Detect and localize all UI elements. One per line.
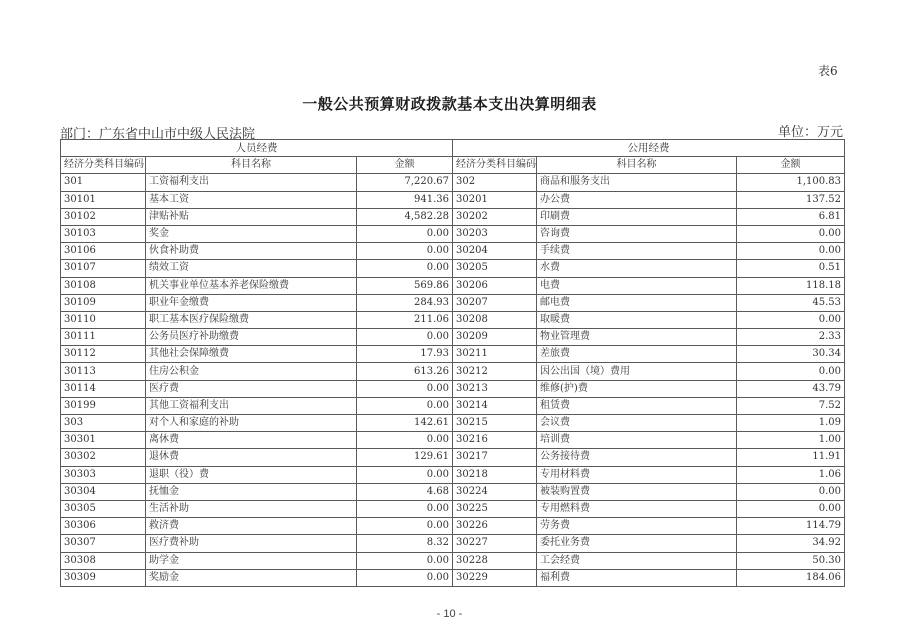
right-code-cell: 30224 bbox=[453, 483, 537, 500]
left-code-cell: 30106 bbox=[61, 243, 146, 260]
left-name-cell: 其他工资福利支出 bbox=[146, 397, 357, 414]
right-code-cell: 30225 bbox=[453, 500, 537, 517]
left-amount-cell: 0.00 bbox=[357, 260, 453, 277]
table-row bbox=[61, 500, 845, 517]
page-title: 一般公共预算财政拨款基本支出决算明细表 bbox=[302, 95, 597, 113]
left-name-cell: 机关事业单位基本养老保险缴费 bbox=[146, 277, 357, 294]
right-code-cell: 30208 bbox=[453, 311, 537, 328]
table-row bbox=[61, 208, 845, 225]
table-row bbox=[61, 363, 845, 380]
right-amount-cell: 0.00 bbox=[737, 483, 845, 500]
table-row bbox=[61, 277, 845, 294]
left-amount-cell: 0.00 bbox=[357, 466, 453, 483]
right-code-cell: 30206 bbox=[453, 277, 537, 294]
table-row bbox=[61, 432, 845, 449]
left-code-cell: 30308 bbox=[61, 552, 146, 569]
left-code-cell: 30102 bbox=[61, 208, 146, 225]
right-amount-cell: 34.92 bbox=[737, 535, 845, 552]
table-row bbox=[61, 449, 845, 466]
right-code-cell: 30201 bbox=[453, 191, 537, 208]
left-code-cell: 30107 bbox=[61, 260, 146, 277]
right-name-cell: 维修(护)费 bbox=[537, 380, 737, 397]
right-amount-cell: 6.81 bbox=[737, 208, 845, 225]
left-code-cell: 30108 bbox=[61, 277, 146, 294]
right-code-cell: 30209 bbox=[453, 329, 537, 346]
right-name-cell: 劳务费 bbox=[537, 518, 737, 535]
right-amount-cell: 0.51 bbox=[737, 260, 845, 277]
page-number: - 10 - bbox=[436, 608, 463, 620]
right-amount-cell: 45.53 bbox=[737, 294, 845, 311]
table-row bbox=[61, 483, 845, 500]
left-amount-cell: 613.26 bbox=[357, 363, 453, 380]
right-name-cell: 公务接待费 bbox=[537, 449, 737, 466]
right-code-cell: 30217 bbox=[453, 449, 537, 466]
right-name-cell: 办公费 bbox=[537, 191, 737, 208]
right-code-cell: 30215 bbox=[453, 415, 537, 432]
right-code-cell: 30226 bbox=[453, 518, 537, 535]
left-code-cell: 30101 bbox=[61, 191, 146, 208]
left-code-cell: 30305 bbox=[61, 500, 146, 517]
right-name-cell: 电费 bbox=[537, 277, 737, 294]
left-amount-cell: 941.36 bbox=[357, 191, 453, 208]
col-header-left-amount: 金额 bbox=[357, 157, 453, 174]
right-name-cell: 委托业务费 bbox=[537, 535, 737, 552]
left-name-cell: 抚恤金 bbox=[146, 483, 357, 500]
left-amount-cell: 0.00 bbox=[357, 552, 453, 569]
col-header-right-code: 经济分类科目编码 bbox=[453, 157, 537, 174]
table-row bbox=[61, 329, 845, 346]
table-row bbox=[61, 243, 845, 260]
right-amount-cell: 7.52 bbox=[737, 397, 845, 414]
right-code-cell: 302 bbox=[453, 174, 537, 191]
table-row bbox=[61, 294, 845, 311]
left-name-cell: 奖金 bbox=[146, 225, 357, 242]
col-header-left-code: 经济分类科目编码 bbox=[61, 157, 146, 174]
right-name-cell: 水费 bbox=[537, 260, 737, 277]
left-amount-cell: 142.61 bbox=[357, 415, 453, 432]
right-code-cell: 30214 bbox=[453, 397, 537, 414]
left-code-cell: 30199 bbox=[61, 397, 146, 414]
right-code-cell: 30207 bbox=[453, 294, 537, 311]
right-amount-cell: 0.00 bbox=[737, 363, 845, 380]
table-row bbox=[61, 535, 845, 552]
left-name-cell: 工资福利支出 bbox=[146, 174, 357, 191]
right-name-cell: 培训费 bbox=[537, 432, 737, 449]
left-name-cell: 生活补助 bbox=[146, 500, 357, 517]
right-code-cell: 30227 bbox=[453, 535, 537, 552]
table-row bbox=[61, 380, 845, 397]
left-amount-cell: 0.00 bbox=[357, 569, 453, 586]
left-code-cell: 30309 bbox=[61, 569, 146, 586]
left-code-cell: 30301 bbox=[61, 432, 146, 449]
right-amount-cell: 1,100.83 bbox=[737, 174, 845, 191]
right-name-cell: 专用燃料费 bbox=[537, 500, 737, 517]
left-code-cell: 30302 bbox=[61, 449, 146, 466]
left-amount-cell: 17.93 bbox=[357, 346, 453, 363]
left-name-cell: 对个人和家庭的补助 bbox=[146, 415, 357, 432]
right-code-cell: 30203 bbox=[453, 225, 537, 242]
right-amount-cell: 50.30 bbox=[737, 552, 845, 569]
left-amount-cell: 7,220.67 bbox=[357, 174, 453, 191]
right-name-cell: 租赁费 bbox=[537, 397, 737, 414]
left-name-cell: 退职（役）费 bbox=[146, 466, 357, 483]
table-row bbox=[61, 346, 845, 363]
right-amount-cell: 118.18 bbox=[737, 277, 845, 294]
right-code-cell: 30212 bbox=[453, 363, 537, 380]
right-name-cell: 手续费 bbox=[537, 243, 737, 260]
left-amount-cell: 0.00 bbox=[357, 397, 453, 414]
left-amount-cell: 0.00 bbox=[357, 380, 453, 397]
left-name-cell: 救济费 bbox=[146, 518, 357, 535]
right-amount-cell: 0.00 bbox=[737, 311, 845, 328]
left-name-cell: 奖励金 bbox=[146, 569, 357, 586]
table-row bbox=[61, 569, 845, 586]
right-amount-cell: 184.06 bbox=[737, 569, 845, 586]
left-amount-cell: 4,582.28 bbox=[357, 208, 453, 225]
left-name-cell: 其他社会保障缴费 bbox=[146, 346, 357, 363]
left-code-cell: 303 bbox=[61, 415, 146, 432]
right-amount-cell: 114.79 bbox=[737, 518, 845, 535]
table-number-label: 表6 bbox=[818, 64, 838, 78]
left-name-cell: 医疗费补助 bbox=[146, 535, 357, 552]
expenditure-detail-table bbox=[60, 139, 845, 587]
right-amount-cell: 137.52 bbox=[737, 191, 845, 208]
group-personnel-expenses: 人员经费 bbox=[61, 140, 453, 157]
right-name-cell: 印刷费 bbox=[537, 208, 737, 225]
left-name-cell: 津贴补贴 bbox=[146, 208, 357, 225]
right-amount-cell: 1.00 bbox=[737, 432, 845, 449]
left-code-cell: 30114 bbox=[61, 380, 146, 397]
right-amount-cell: 43.79 bbox=[737, 380, 845, 397]
table-row bbox=[61, 466, 845, 483]
right-name-cell: 工会经费 bbox=[537, 552, 737, 569]
right-amount-cell: 1.06 bbox=[737, 466, 845, 483]
right-amount-cell: 30.34 bbox=[737, 346, 845, 363]
left-code-cell: 30113 bbox=[61, 363, 146, 380]
table-row bbox=[61, 415, 845, 432]
col-header-right-amount: 金额 bbox=[737, 157, 845, 174]
right-name-cell: 会议费 bbox=[537, 415, 737, 432]
left-code-cell: 30110 bbox=[61, 311, 146, 328]
left-name-cell: 退休费 bbox=[146, 449, 357, 466]
right-name-cell: 福利费 bbox=[537, 569, 737, 586]
right-code-cell: 30202 bbox=[453, 208, 537, 225]
column-header-row bbox=[61, 157, 845, 174]
left-name-cell: 助学金 bbox=[146, 552, 357, 569]
group-header-row bbox=[61, 140, 845, 157]
left-name-cell: 离休费 bbox=[146, 432, 357, 449]
table-row bbox=[61, 552, 845, 569]
right-amount-cell: 11.91 bbox=[737, 449, 845, 466]
right-amount-cell: 0.00 bbox=[737, 243, 845, 260]
col-header-right-name: 科目名称 bbox=[537, 157, 737, 174]
left-code-cell: 30109 bbox=[61, 294, 146, 311]
right-name-cell: 商品和服务支出 bbox=[537, 174, 737, 191]
left-name-cell: 基本工资 bbox=[146, 191, 357, 208]
right-amount-cell: 1.09 bbox=[737, 415, 845, 432]
right-amount-cell: 2.33 bbox=[737, 329, 845, 346]
right-name-cell: 差旅费 bbox=[537, 346, 737, 363]
right-name-cell: 因公出国（境）费用 bbox=[537, 363, 737, 380]
left-code-cell: 30304 bbox=[61, 483, 146, 500]
left-amount-cell: 569.86 bbox=[357, 277, 453, 294]
left-code-cell: 30103 bbox=[61, 225, 146, 242]
left-amount-cell: 0.00 bbox=[357, 225, 453, 242]
left-amount-cell: 4.68 bbox=[357, 483, 453, 500]
table-row bbox=[61, 397, 845, 414]
left-amount-cell: 0.00 bbox=[357, 500, 453, 517]
left-name-cell: 职业年金缴费 bbox=[146, 294, 357, 311]
right-code-cell: 30204 bbox=[453, 243, 537, 260]
right-code-cell: 30218 bbox=[453, 466, 537, 483]
left-amount-cell: 129.61 bbox=[357, 449, 453, 466]
table-row bbox=[61, 225, 845, 242]
left-name-cell: 公务员医疗补助缴费 bbox=[146, 329, 357, 346]
left-name-cell: 住房公积金 bbox=[146, 363, 357, 380]
right-name-cell: 咨询费 bbox=[537, 225, 737, 242]
right-code-cell: 30229 bbox=[453, 569, 537, 586]
left-code-cell: 30303 bbox=[61, 466, 146, 483]
table-row bbox=[61, 260, 845, 277]
right-code-cell: 30205 bbox=[453, 260, 537, 277]
left-amount-cell: 8.32 bbox=[357, 535, 453, 552]
left-amount-cell: 0.00 bbox=[357, 329, 453, 346]
right-code-cell: 30211 bbox=[453, 346, 537, 363]
left-code-cell: 30306 bbox=[61, 518, 146, 535]
unit-label: 单位：万元 bbox=[777, 125, 843, 140]
left-code-cell: 301 bbox=[61, 174, 146, 191]
table-row bbox=[61, 174, 845, 191]
left-amount-cell: 0.00 bbox=[357, 243, 453, 260]
right-code-cell: 30213 bbox=[453, 380, 537, 397]
right-amount-cell: 0.00 bbox=[737, 225, 845, 242]
left-name-cell: 绩效工资 bbox=[146, 260, 357, 277]
department-label: 部门：广东省中山市中级人民法院 bbox=[60, 127, 256, 142]
right-name-cell: 专用材料费 bbox=[537, 466, 737, 483]
table-row bbox=[61, 311, 845, 328]
right-code-cell: 30228 bbox=[453, 552, 537, 569]
right-name-cell: 取暖费 bbox=[537, 311, 737, 328]
left-amount-cell: 211.06 bbox=[357, 311, 453, 328]
left-name-cell: 医疗费 bbox=[146, 380, 357, 397]
left-name-cell: 伙食补助费 bbox=[146, 243, 357, 260]
left-code-cell: 30111 bbox=[61, 329, 146, 346]
left-amount-cell: 0.00 bbox=[357, 518, 453, 535]
left-code-cell: 30307 bbox=[61, 535, 146, 552]
right-name-cell: 物业管理费 bbox=[537, 329, 737, 346]
left-amount-cell: 284.93 bbox=[357, 294, 453, 311]
right-amount-cell: 0.00 bbox=[737, 500, 845, 517]
right-code-cell: 30216 bbox=[453, 432, 537, 449]
group-public-expenses: 公用经费 bbox=[453, 140, 845, 157]
left-code-cell: 30112 bbox=[61, 346, 146, 363]
table-row bbox=[61, 518, 845, 535]
right-name-cell: 邮电费 bbox=[537, 294, 737, 311]
right-name-cell: 被装购置费 bbox=[537, 483, 737, 500]
col-header-left-name: 科目名称 bbox=[146, 157, 357, 174]
left-name-cell: 职工基本医疗保险缴费 bbox=[146, 311, 357, 328]
table-row bbox=[61, 191, 845, 208]
left-amount-cell: 0.00 bbox=[357, 432, 453, 449]
